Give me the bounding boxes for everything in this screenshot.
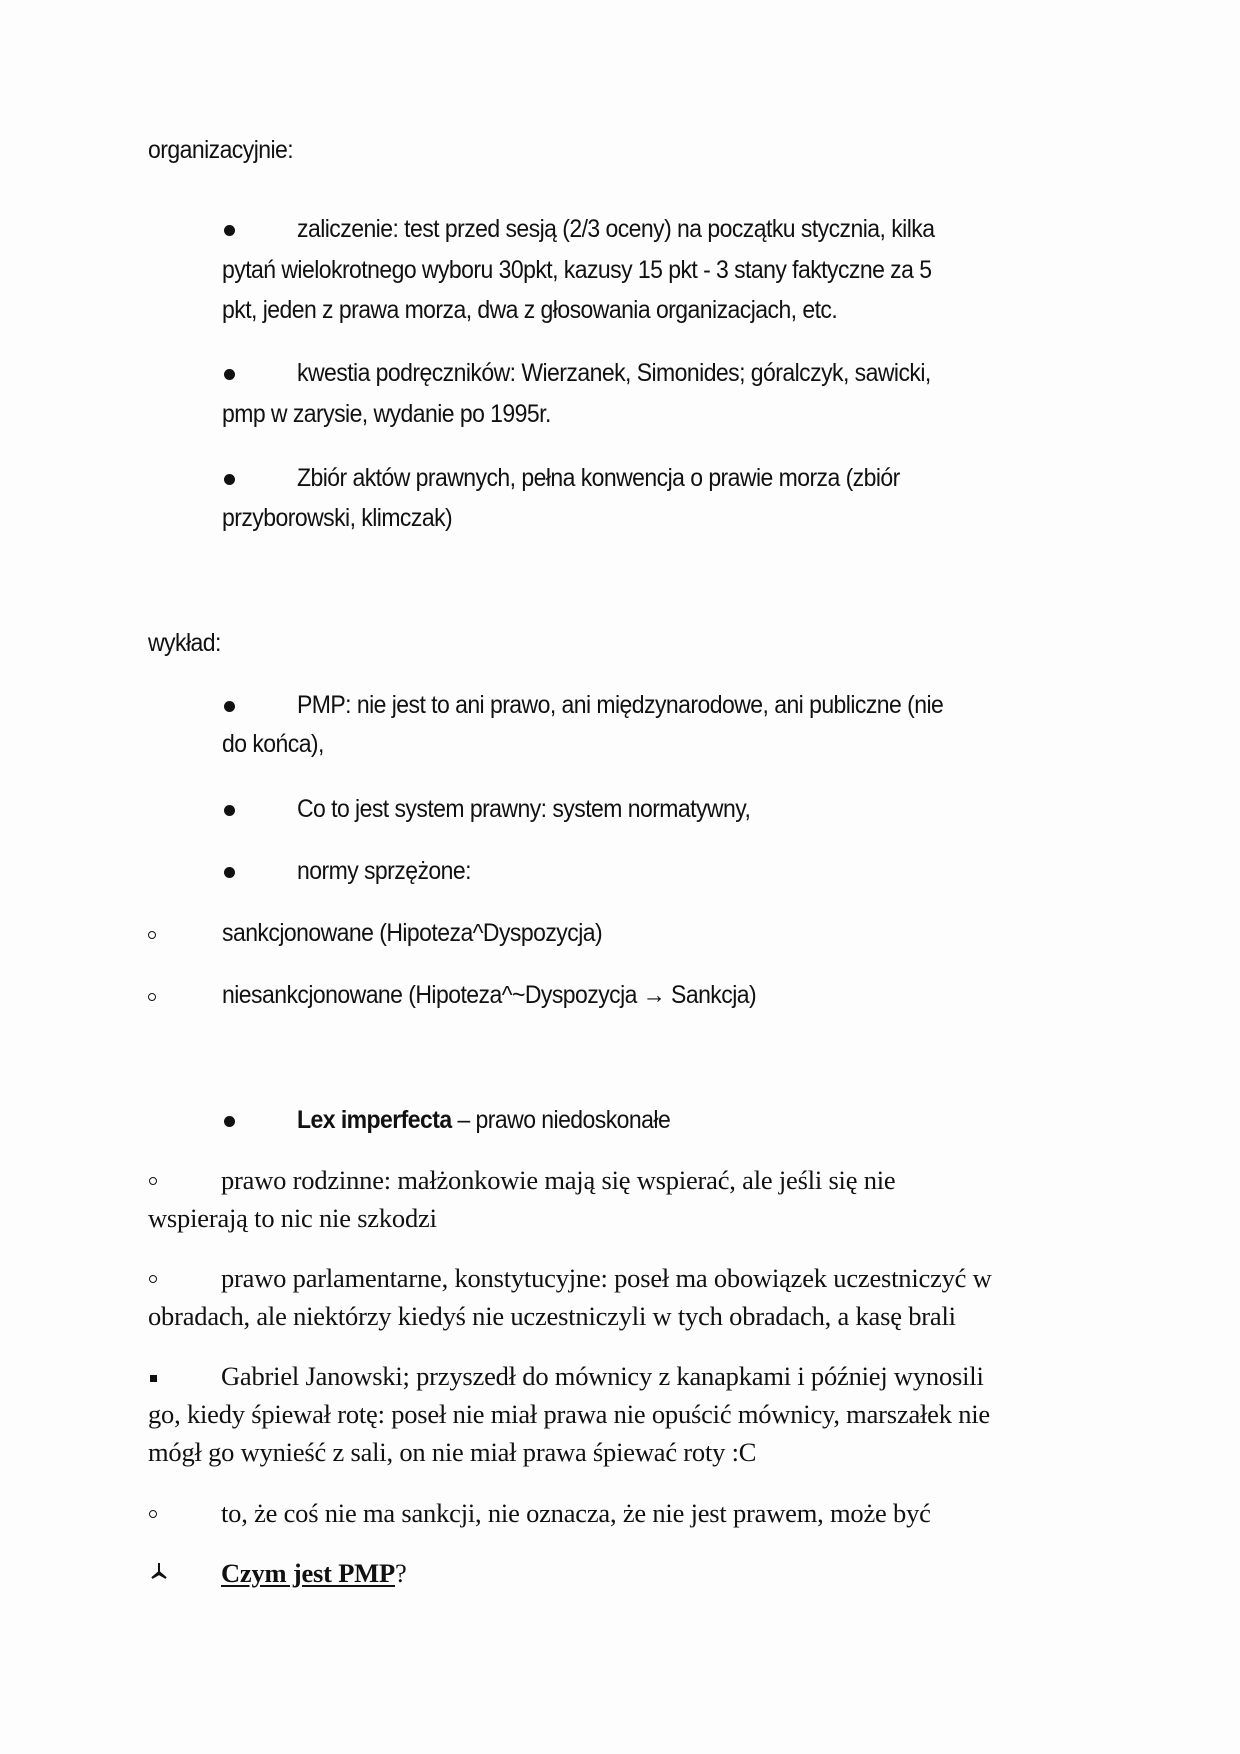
example-line: Gabriel Janowski; przyszedł do mównicy z kanapkami i później wynosili: [221, 1361, 984, 1391]
list-item-line: kwestia podręczników: Wierzanek, Simonides; góralczyk, sawicki,: [297, 359, 931, 387]
arrowhead-icon: [150, 1562, 168, 1583]
list-item-line: normy sprzężone:: [297, 857, 471, 885]
list-item-line: pkt, jeden z prawa morza, dwa z głosowania organizacjach, etc.: [222, 296, 838, 324]
bullet-dot-icon: [224, 805, 235, 816]
lex-imperfecta-term: Lex imperfecta: [297, 1106, 452, 1134]
example-line: prawo parlamentarne, konstytucyjne: poseł ma obowiązek uczestniczyć w: [221, 1263, 992, 1293]
example-line: obradach, ale niektórzy kiedyś nie uczestniczyli w tych obradach, a kasę brali: [148, 1301, 956, 1331]
bullet-circle-icon: [148, 931, 156, 939]
list-item-line: Zbiór aktów prawnych, pełna konwencja o prawie morza (zbiór: [297, 464, 900, 492]
sub-item-line: niesankcjonowane (Hipoteza^~Dyspozycja → Sankcja): [222, 981, 757, 1009]
list-item-line: pytań wielokrotnego wyboru 30pkt, kazusy 15 pkt - 3 stany faktyczne za 5: [222, 256, 932, 284]
bullet-dot-icon: [224, 369, 235, 380]
bullet-dot-icon: [224, 474, 235, 485]
list-item-line: przyborowski, klimczak): [222, 504, 453, 532]
bullet-circle-icon: [148, 993, 156, 1001]
bullet-dot-icon: [224, 867, 235, 878]
bullet-dot-icon: [224, 701, 235, 712]
section-heading-organizational: organizacyjnie:: [148, 136, 294, 164]
list-item-line: zaliczenie: test przed sesją (2/3 oceny) na początku stycznia, kilka: [297, 215, 935, 243]
list-item-line: Co to jest system prawny: system normatywny,: [297, 795, 751, 823]
list-item-line: pmp w zarysie, wydanie po 1995r.: [222, 400, 551, 428]
question-mark: ?: [395, 1558, 407, 1588]
question-heading: [221, 1560, 407, 1587]
example-line: prawo rodzinne: małżonkowie mają się wspierać, ale jeśli się nie: [221, 1165, 896, 1195]
question-heading-link: Czym jest PMP: [221, 1558, 395, 1588]
bullet-circle-icon: [149, 1177, 157, 1185]
lex-imperfecta-line: [297, 1108, 670, 1133]
bullet-dot-icon: [224, 1116, 235, 1127]
example-line: to, że coś nie ma sankcji, nie oznacza, że nie jest prawem, może być: [221, 1498, 931, 1528]
lex-imperfecta-definition: – prawo niedoskonałe: [451, 1106, 671, 1134]
sub-item-line: sankcjonowane (Hipoteza^Dyspozycja): [222, 919, 603, 947]
bullet-circle-icon: [149, 1275, 157, 1283]
example-line: go, kiedy śpiewał rotę: poseł nie miał prawa nie opuścić mównicy, marszałek nie: [148, 1399, 990, 1429]
list-item-line: do końca),: [222, 730, 324, 758]
bullet-square-icon: [150, 1375, 157, 1382]
bullet-circle-icon: [149, 1510, 157, 1518]
example-line: wspierają to nic nie szkodzi: [148, 1203, 437, 1233]
example-line: mógł go wynieść z sali, on nie miał prawa śpiewać roty :C: [148, 1437, 757, 1467]
bullet-dot-icon: [224, 225, 235, 236]
list-item-line: PMP: nie jest to ani prawo, ani międzynarodowe, ani publiczne (nie: [297, 691, 944, 719]
section-heading-lecture: wykład:: [148, 629, 221, 657]
